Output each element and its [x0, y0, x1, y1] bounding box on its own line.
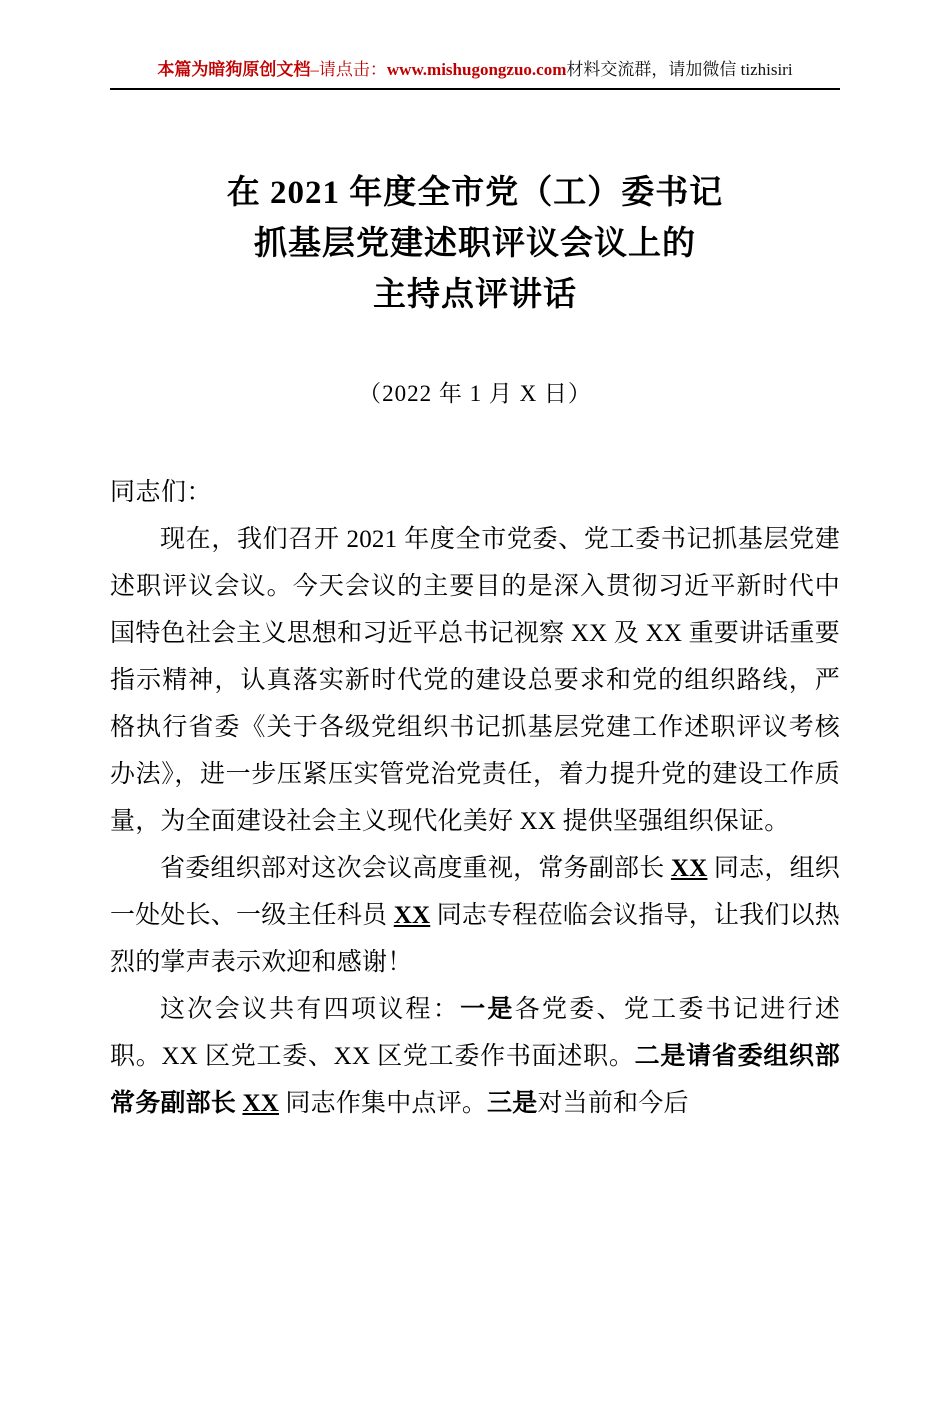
text-segment: 这次会议共有四项议程： [160, 996, 461, 1024]
watermark-suffix: 材料交流群，请加微信 tizhisiri [566, 60, 793, 79]
text-segment: 现在，我们召开 2021 年度全市党委、党工委书记抓基层党建述职评议会议。今天会议的主要目的是深入贯彻习近平新时代中国特色社会主义思想和习近平总书记视察 XX 及 XX 重要讲话重要指示精神，认真落实新时代党的建设总要求和党的组织路线，严格执行省委《关于各级党组织书记抓基层党建工作述职评议考核办法》，进一步压紧压实管党治党责任，着力提升党的建设工作质量，为全面建设社会主义现代化美好 XX 提供坚强组织保证。 [110, 526, 840, 836]
text-segment: 省委组织部对这次会议高度重视，常务副部长 [160, 855, 671, 883]
watermark-link[interactable]: www.mishugongzuo.com [386, 60, 567, 79]
paragraph-3 [110, 986, 840, 1127]
document-body [110, 516, 840, 1127]
text-segment: 三是 [487, 1090, 538, 1118]
title-line-1: 在 2021 年度全市党（工）委书记 [226, 174, 724, 211]
header-divider [110, 88, 840, 90]
text-segment: 对当前和今后 [537, 1090, 689, 1118]
title-line-2: 抓基层党建述职评议会议上的 [254, 225, 696, 262]
watermark-dash: –请点击： [310, 60, 387, 79]
text-segment: 各党委、党工委书记进行述职。XX 区党工委、XX 区党工委作书面述职。 [110, 996, 841, 1071]
text-segment: XX [242, 1090, 279, 1118]
watermark-prefix: 本篇为暗狗原创文档 [157, 60, 311, 79]
watermark-header [110, 58, 840, 90]
document-page [0, 58, 950, 1402]
paragraph-2 [110, 845, 840, 986]
text-segment: 同志专程莅临会议指导，让我们以热烈的掌声表示欢迎和感谢！ [110, 902, 840, 977]
text-segment: XX [670, 855, 708, 883]
salutation: 同志们： [110, 479, 213, 507]
text-segment: 一是 [460, 996, 515, 1024]
text-segment: 同志作集中点评。 [278, 1090, 488, 1118]
text-segment: 二是请省委组织部常务副部长 [110, 1043, 840, 1118]
title-line-3: 主持点评讲话 [373, 277, 577, 314]
document-date: （2022 年 1 月 X 日） [358, 381, 592, 407]
page-title [110, 168, 840, 321]
paragraph-1 [110, 516, 840, 845]
text-segment: 同志，组织一处处长、一级主任科员 [110, 855, 840, 930]
text-segment: XX [393, 902, 431, 930]
